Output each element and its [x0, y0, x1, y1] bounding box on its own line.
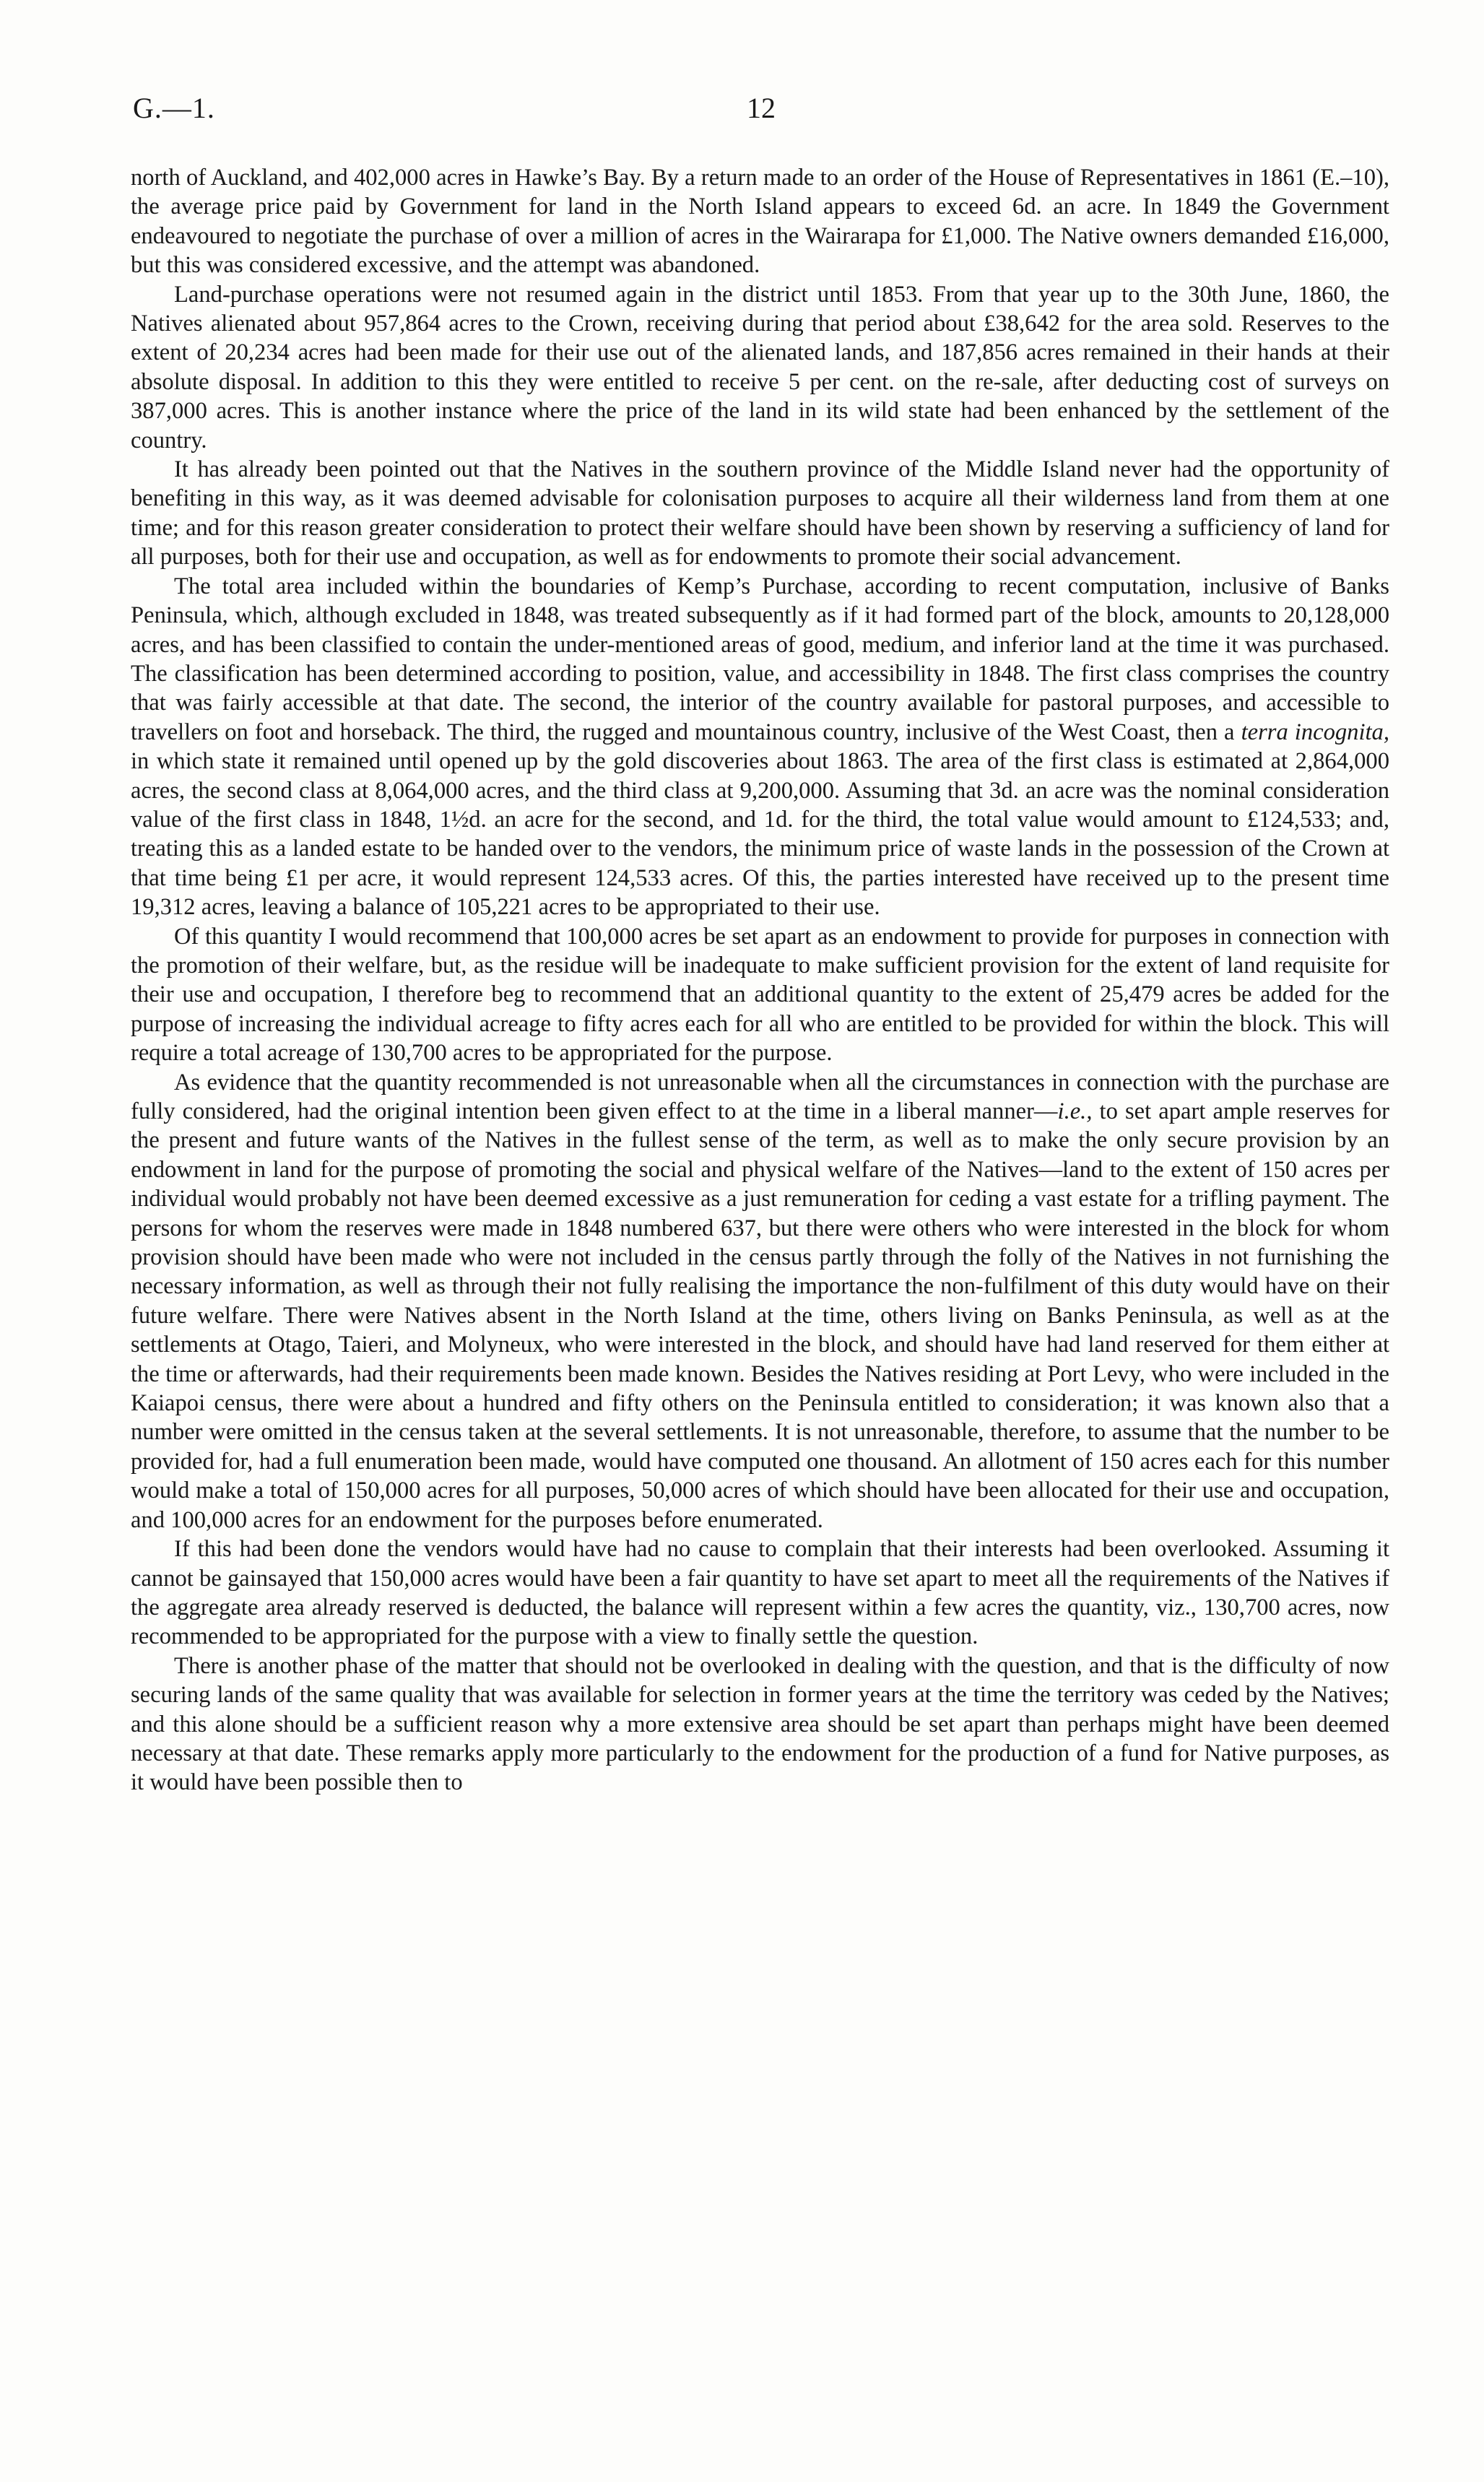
- paragraph: [131, 1068, 1389, 1535]
- paragraph: Land-purchase operations were not resumed again in the district until 1853. From that year up to the 30th June, 1860, the Natives alienated about 957,864 acres to the Crown, receiving during that period about £38,642 for the area sold. Reserves to the extent of 20,234 acres had been made for their use out of the alienated lands, and 187,856 acres remained in their hands at their absolute disposal. In addition to this they were entitled to receive 5 per cent. on the re-sale, after deducting cost of surveys on 387,000 acres. This is another instance where the price of the land in its wild state had been enhanced by the settlement of the country.: [131, 281, 1389, 454]
- paragraph-text: The total area included within the boundaries of Kemp’s Purchase, according to recent computation, inclusive of Banks Peninsula, which, although excluded in 1848, was treated subsequently as if it had formed part of the block, amounts to 20,128,000 acres, and has been classified to contain the under-mentioned areas of good, medium, and inferior land at the time it was purchased. The classification has been determined according to position, value, and accessibility in 1848. The first class comprises the country that was fairly accessible at that date. The second, the interior of the country available for pastoral purposes, and accessible to travellers on foot and horseback. The third, the rugged and mountainous country, inclusive of the West Coast, then a: [131, 573, 1389, 745]
- paragraph: [131, 572, 1389, 922]
- paragraph: If this had been done the vendors would have had no cause to complain that their interests had been overlooked. Assuming it cannot be gainsayed that 150,000 acres would have been a fair quantity to have set apart to meet all the requirements of the Natives if the aggregate area already reserved is deducted, the balance will represent within a few acres the quantity, viz., 130,700 acres, now recommended to be appropriated for the purpose with a view to finally settle the question.: [131, 1536, 1389, 1650]
- paragraph: north of Auckland, and 402,000 acres in Hawke’s Bay. By a return made to an order of the House of Representatives in 1861 (E.–10), the average price paid by Government for land in the North Island appears to exceed 6d. an acre. In 1849 the Government endeavoured to negotiate the purchase of over a million of acres in the Wairarapa for £1,000. The Native owners demanded £16,000, but this was considered excessive, and the attempt was abandoned.: [131, 165, 1389, 279]
- paragraph: It has already been pointed out that the Natives in the southern province of the Middle Island never had the opportunity of benefiting in this way, as it was deemed advisable for colonisation purposes to acquire all their wilderness land from them at one time; and for this reason greater consideration to protect their welfare should have been shown by reserving a sufficiency of land for all purposes, both for their use and occupation, as well as for endowments to promote their social advancement.: [131, 456, 1389, 570]
- page-number: 12: [747, 92, 776, 124]
- document-reference: G.—1.: [133, 92, 215, 124]
- paragraph-text: in which state it remained until opened up by the gold discoveries about 1863. The area of the first class is estimated at 2,864,000 acres, the second class at 8,064,000 acres, and the third class at 9,200,000. Assuming that 3d. an acre was the nominal consideration value of the first class in 1848, 1½d. an acre for the second, and 1d. for the third, the total value would amount to £124,533; and, treating this as a landed estate to be handed over to the vendors, the minimum price of waste lands in the possession of the Crown at that time being £1 per acre, it would represent 124,533 acres. Of this, the parties interested have received up to the present time 19,312 acres, leaving a balance of 105,221 acres to be appropriated to their use.: [131, 748, 1389, 921]
- paragraph: Of this quantity I would recommend that 100,000 acres be set apart as an endowment to provide for purposes in connection with the promotion of their welfare, but, as the residue will be inadequate to make sufficient provision for the extent of land requisite for their use and occupation, I therefore beg to recommend that an additional quantity to the extent of 25,479 acres be added for the purpose of increasing the individual acreage to fifty acres each for all who are entitled to be provided for within the block. This will require a total acreage of 130,700 acres to be appropriated for the purpose.: [131, 923, 1389, 1067]
- paragraph-text: to set apart ample reserves for the present and future wants of the Natives in the fullest sense of the term, as well as to make the only secure provision by an endowment in land for the purpose of promoting the social and physical welfare of the Natives—land to the extent of 150 acres per individual would probably not have been deemed excessive as a just remuneration for ceding a vast estate for a trifling payment. The persons for whom the reserves were made in 1848 numbered 637, but there were others who were interested in the block for whom provision should have been made who were not included in the census partly through the folly of the Natives in not furnishing the necessary information, as well as through their not fully realising the importance the non-fulfilment of this duty would have on their future welfare. There were Natives absent in the North Island at the time, others living on Banks Peninsula, as well as at the settlements at Otago, Taieri, and Molyneux, who were interested in the block, and should have had land reserved for them either at the time or afterwards, had their requirements been made known. Besides the Natives residing at Port Levy, who were included in the Kaiapoi census, there were about a hundred and fifty others on the Peninsula entitled to consideration; it was known also that a number were omitted in the census taken at the several settlements. It is not unreasonable, therefore, to assume that the number to be provided for, had a full enumeration been made, would have computed one thousand. An allotment of 150 acres each for this number would make a total of 150,000 acres for all purposes, 50,000 acres of which should have been allocated for their use and occupation, and 100,000 acres for an endowment for the purposes before enumerated.: [131, 1098, 1389, 1533]
- body-text: [131, 163, 1389, 1797]
- italic-phrase: terra incognita,: [1241, 719, 1389, 745]
- paragraph: There is another phase of the matter that should not be overlooked in dealing with the question, and that is the difficulty of now securing lands of the same quality that was available for selection in former years at the time the territory was ceded by the Natives; and this alone should be a sufficient reason why a more extensive area should be set apart than perhaps might have been deemed necessary at that date. These remarks apply more particularly to the endowment for the production of a fund for Native purposes, as it would have been possible then to: [131, 1652, 1389, 1796]
- page-header: [133, 91, 1389, 134]
- italic-phrase: i.e.,: [1057, 1098, 1093, 1124]
- paragraph-text: As evidence that the quantity recommended is not unreasonable when all the circumstances in connection with the purchase are fully considered, had the original intention been given effect to at the time in a liberal manner—: [131, 1069, 1389, 1124]
